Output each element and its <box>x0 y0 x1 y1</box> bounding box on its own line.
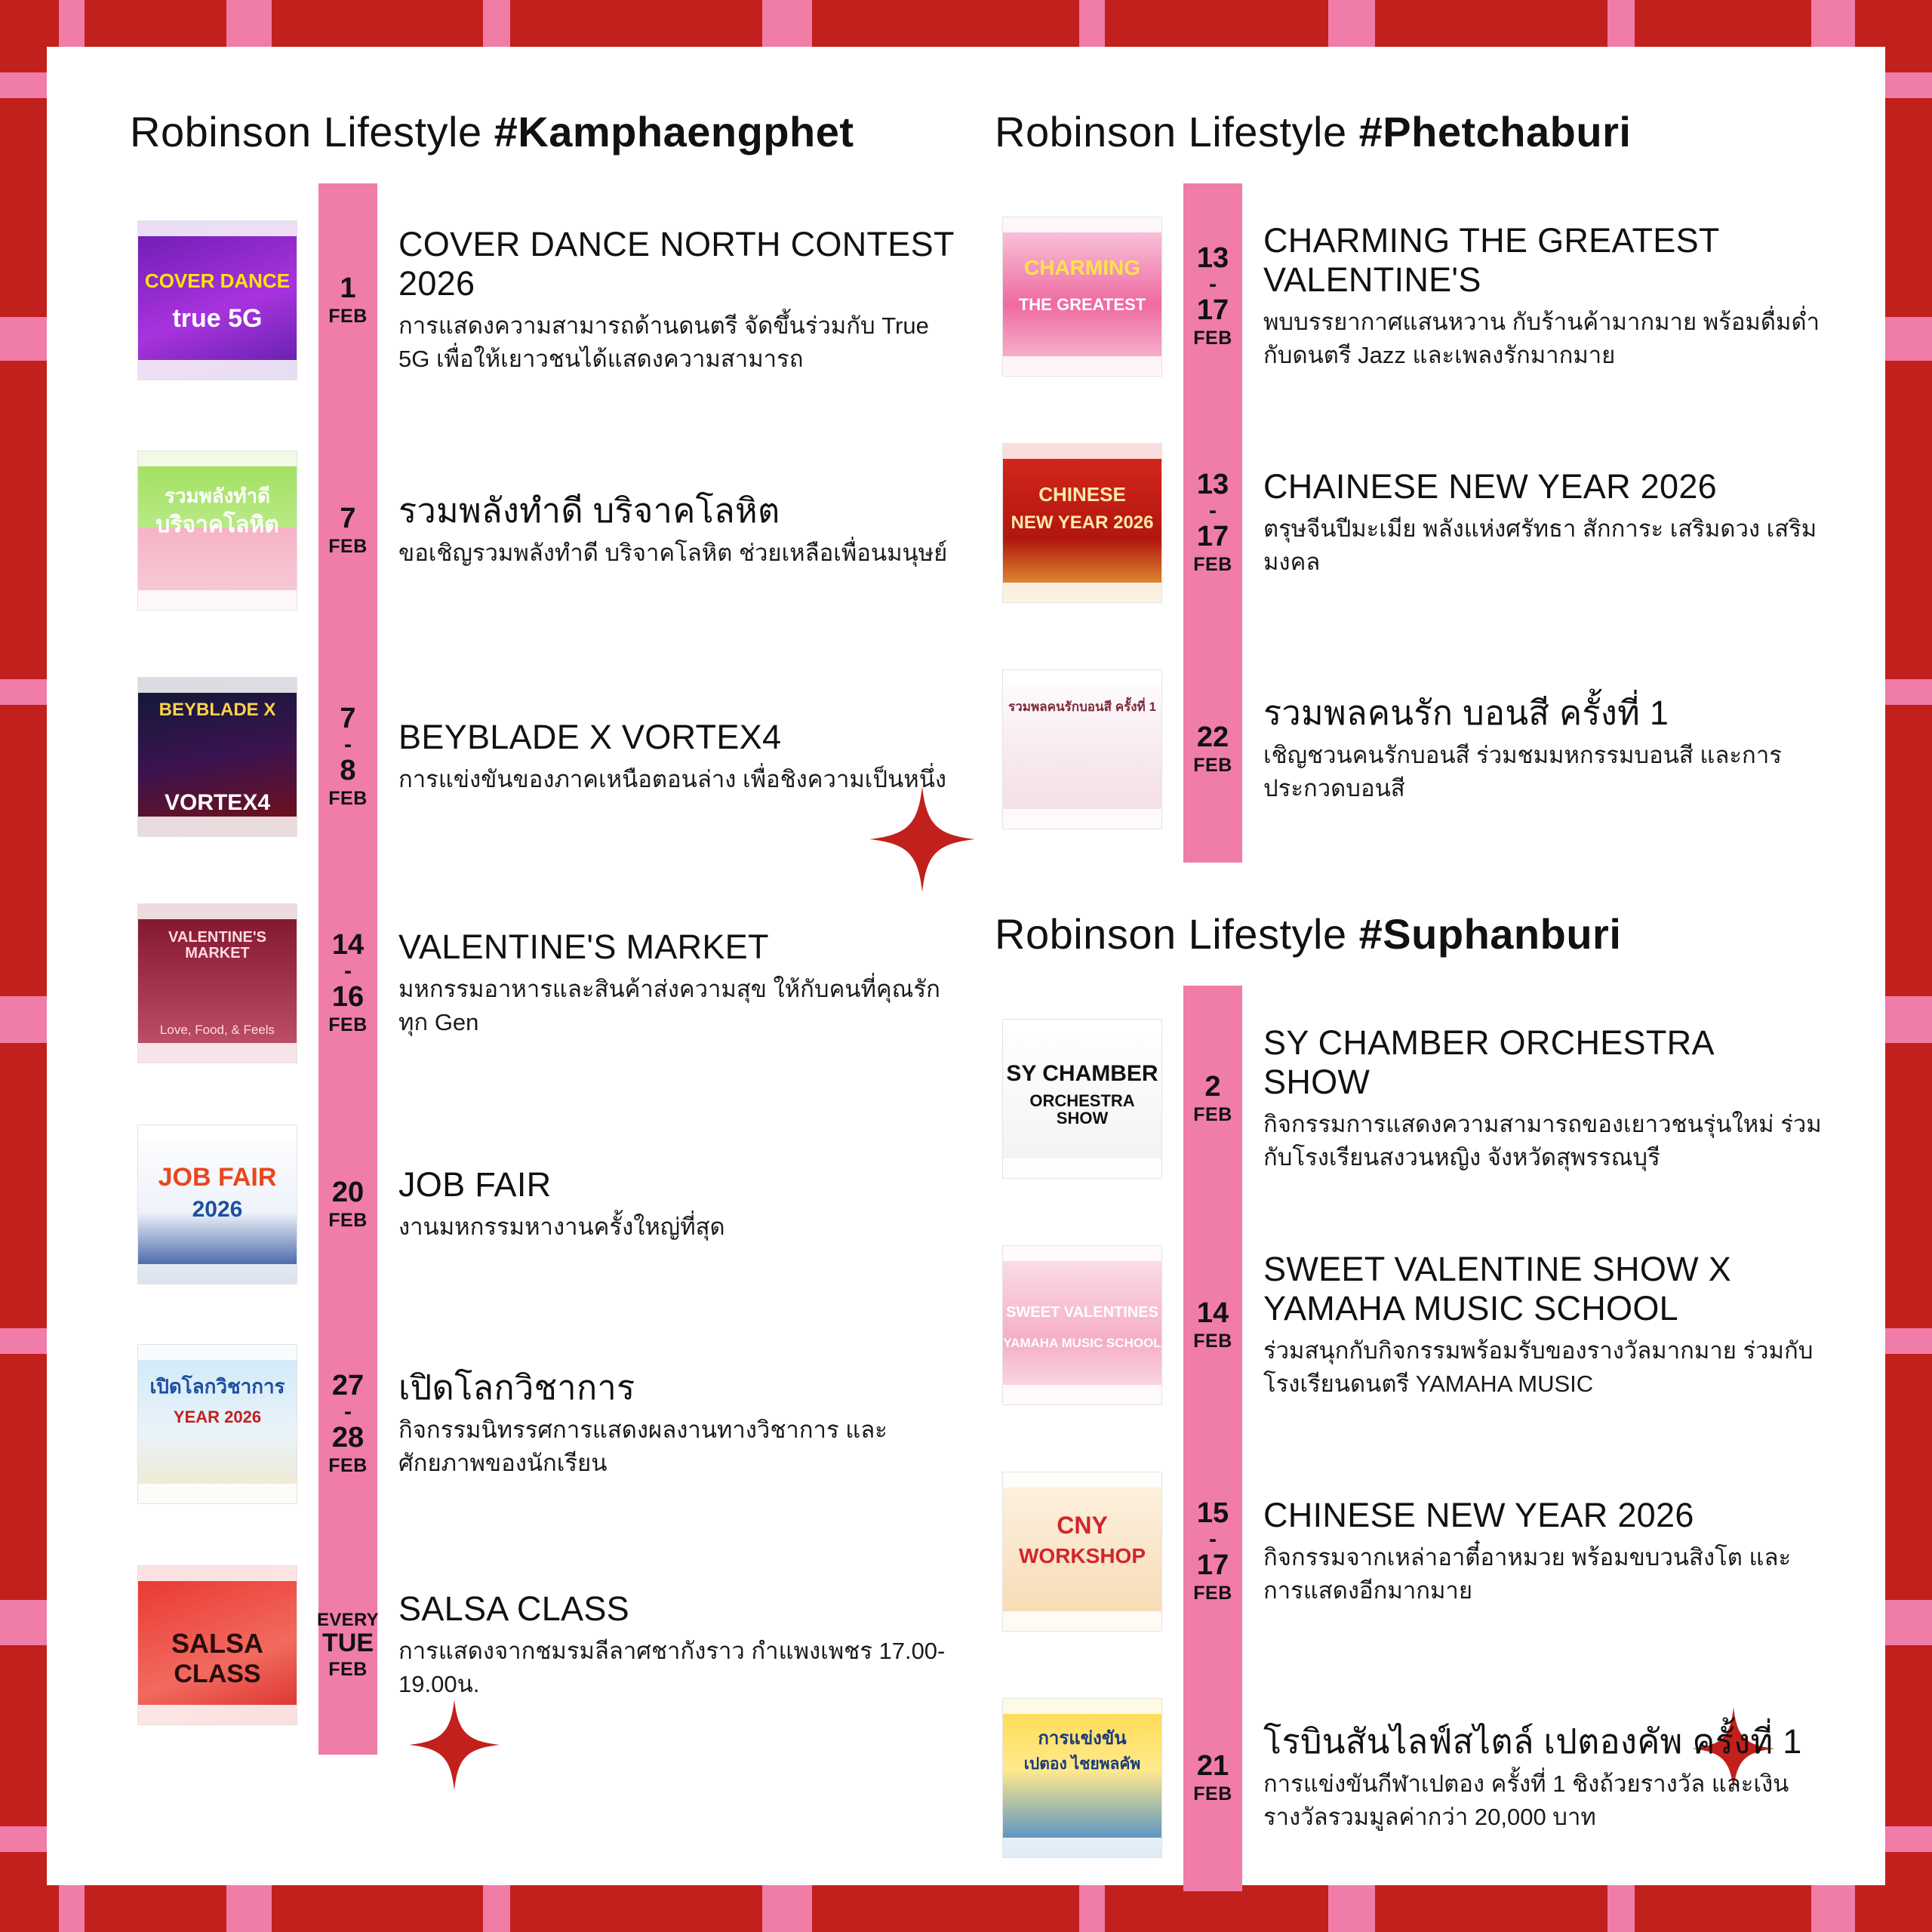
event-date <box>1183 1665 1242 1891</box>
date-month: FEB <box>328 788 368 810</box>
thumb-sublabel: YEAR 2026 <box>173 1407 262 1426</box>
event-text-column <box>1263 986 1828 1891</box>
thumb-label: BEYBLADE X <box>158 700 276 720</box>
date-day-end: 17 <box>1196 1549 1229 1582</box>
event-thumbnail[interactable] <box>995 183 1170 410</box>
date-month: FEB <box>1193 1583 1232 1604</box>
event-date <box>318 1312 377 1536</box>
event-title: เปิดโลกวิชาการ <box>398 1368 635 1407</box>
date-month: FEB <box>328 1659 368 1681</box>
thumb-label: การแข่งขัน <box>1038 1728 1127 1749</box>
event-thumbnail[interactable] <box>995 986 1170 1212</box>
event-item <box>398 183 963 417</box>
thumb-sublabel: Love, Food, & Feels <box>159 1023 275 1038</box>
event-item <box>1263 410 1828 636</box>
date-recurrence: EVERY <box>317 1609 379 1630</box>
event-item <box>398 1536 963 1755</box>
event-date <box>1183 986 1242 1212</box>
date-day: 14 <box>1196 1297 1229 1329</box>
event-thumbnail[interactable] <box>995 1212 1170 1438</box>
content-columns <box>130 107 1828 1891</box>
heading-prefix: Robinson Lifestyle <box>130 108 494 155</box>
date-range-dash: - <box>344 731 352 757</box>
event-date <box>1183 636 1242 863</box>
heading-phetchaburi <box>995 107 1828 156</box>
event-title: CHARMING THE GREATEST VALENTINE'S <box>1263 221 1719 299</box>
thumb-label: COVER DANCE <box>144 269 291 292</box>
event-item <box>1263 986 1828 1212</box>
date-day: 2 <box>1204 1070 1221 1103</box>
event-description: งานมหกรรมหางานครั้งใหญ่ที่สุด <box>398 1213 725 1240</box>
date-range-dash: - <box>344 958 352 983</box>
date-month: FEB <box>1193 1103 1232 1125</box>
event-title: VALENTINE'S MARKET <box>398 928 769 967</box>
event-description: ตรุษจีนปีมะเมีย พลังแห่งศรัทธา สักการะ เสริมดวง เสริมมงคล <box>1263 515 1817 575</box>
event-item <box>398 1097 963 1312</box>
column-kamphaengphet <box>130 107 963 1891</box>
event-item <box>398 644 963 870</box>
date-day: 7 <box>340 502 356 534</box>
event-item <box>1263 1438 1828 1665</box>
event-item <box>1263 1665 1828 1891</box>
column-right <box>995 107 1828 1891</box>
thumb-sublabel: ORCHESTRA SHOW <box>1029 1091 1135 1128</box>
event-date <box>1183 410 1242 636</box>
date-range-dash: - <box>344 1398 352 1424</box>
thumb-label: SY CHAMBER <box>1006 1061 1158 1086</box>
event-description: การแข่งขันกีฬาเปตอง ครั้งที่ 1 ชิงถ้วยรางวัล และเงินรางวัลรวมมูลค่ากว่า 20,000 บาท <box>1263 1770 1789 1830</box>
thumb-label: CHINESE <box>1038 483 1126 506</box>
date-range-dash: - <box>1209 1526 1217 1552</box>
event-thumbnail[interactable] <box>130 183 305 417</box>
event-description: กิจกรรมนิทรรศการแสดงผลงานทางวิชาการ และศักยภาพของนักเรียน <box>398 1416 888 1476</box>
thumb-sublabel: เปตอง ไชยพลคัพ <box>1023 1755 1141 1773</box>
date-month: FEB <box>328 1014 368 1036</box>
date-day-end: 17 <box>1196 521 1229 553</box>
thumb-label: รวมพลคนรักบอนสี ครั้งที่ 1 <box>1008 700 1156 714</box>
thumb-sublabel: WORKSHOP <box>1019 1544 1146 1567</box>
thumb-sublabel: YAMAHA MUSIC SCHOOL <box>1003 1336 1161 1350</box>
event-date <box>1183 1438 1242 1665</box>
event-description: กิจกรรมการแสดงความสามารถของเยาวชนรุ่นใหม่ ร่วมกับโรงเรียนสงวนหญิง จังหวัดสุพรรณบุรี <box>1263 1110 1822 1171</box>
date-day-end: 17 <box>1196 294 1229 327</box>
event-description: ร่วมสนุกกับกิจกรรมพร้อมรับของรางวัลมากมาย ร่วมกับโรงเรียนดนตรี YAMAHA MUSIC <box>1263 1337 1814 1397</box>
thumb-label: SWEET VALENTINES <box>1006 1304 1158 1321</box>
event-description: ขอเชิญรวมพลังทำดี บริจาคโลหิต ช่วยเหลือเพื่อนมนุษย์ <box>398 539 948 566</box>
date-day-start: 14 <box>331 928 365 961</box>
date-month: FEB <box>1193 554 1232 576</box>
poster-card <box>47 47 1885 1885</box>
event-thumbnail[interactable] <box>995 1438 1170 1665</box>
date-range-dash: - <box>1209 271 1217 297</box>
date-month: FEB <box>328 535 368 557</box>
thumbnail-column <box>130 183 305 1755</box>
date-day-start: 13 <box>1196 468 1229 500</box>
event-description: มหกรรมอาหารและสินค้าส่งความสุข ให้กับคนที่คุณรัก ทุก Gen <box>398 975 940 1035</box>
thumb-label: CHARMING <box>1024 256 1140 279</box>
thumb-label: SALSA <box>171 1628 263 1659</box>
event-text-column <box>398 183 963 1755</box>
event-title: รวมพลคนรัก บอนสี ครั้งที่ 1 <box>1263 694 1669 733</box>
event-item <box>398 417 963 644</box>
event-description: เชิญชวนคนรักบอนสี ร่วมชมมหกรรมบอนสี และการประกวดบอนสี <box>1263 741 1782 801</box>
date-rail <box>318 183 377 1755</box>
thumb-sublabel: true 5G <box>172 304 263 333</box>
event-title: COVER DANCE NORTH CONTEST 2026 <box>398 225 954 303</box>
event-title: CHAINESE NEW YEAR 2026 <box>1263 467 1717 506</box>
date-day: 21 <box>1196 1749 1229 1782</box>
date-month: FEB <box>1193 1330 1232 1352</box>
event-list-phetchaburi <box>995 183 1828 863</box>
event-date <box>318 870 377 1097</box>
event-description: การแข่งขันของภาคเหนือตอนล่าง เพื่อชิงความเป็นหนึ่ง <box>398 765 947 792</box>
heading-hashtag: #Phetchaburi <box>1358 108 1632 155</box>
event-description: การแสดงจากชมรมลีลาศชากังราว กำแพงเพชร 17.00-19.00น. <box>398 1637 946 1697</box>
event-thumbnail[interactable] <box>130 1312 305 1536</box>
date-day: 20 <box>331 1176 365 1208</box>
thumb-sublabel: 2026 <box>192 1197 243 1222</box>
thumb-label: เปิดโลกวิชาการ <box>149 1375 285 1398</box>
thumb-label: รวมพลังทำดี <box>164 485 271 507</box>
event-description: กิจกรรมจากเหล่าอาตี๋อาหมวย พร้อมขบวนสิงโต และการแสดงอีกมากมาย <box>1263 1543 1792 1604</box>
thumb-sublabel: CLASS <box>174 1660 261 1688</box>
event-thumbnail[interactable] <box>130 644 305 870</box>
date-month: FEB <box>1193 754 1232 776</box>
event-thumbnail[interactable] <box>130 1097 305 1312</box>
heading-suphanburi <box>995 909 1828 958</box>
heading-prefix: Robinson Lifestyle <box>995 910 1359 958</box>
date-month: FEB <box>328 1209 368 1231</box>
thumb-sublabel: VORTEX4 <box>164 790 271 815</box>
date-day-start: 13 <box>1196 242 1229 274</box>
event-item <box>1263 636 1828 863</box>
thumb-sublabel: บริจาคโลหิต <box>155 512 279 537</box>
date-month: FEB <box>328 305 368 327</box>
date-rail <box>1183 183 1242 863</box>
event-description: พบบรรยากาศแสนหวาน กับร้านค้ามากมาย พร้อมดื่มด่ำกับดนตรี Jazz และเพลงรักมากมาย <box>1263 308 1820 368</box>
date-day-end: 8 <box>340 755 356 787</box>
event-title: JOB FAIR <box>398 1165 552 1204</box>
event-thumbnail[interactable] <box>995 636 1170 863</box>
date-rail <box>1183 986 1242 1891</box>
event-title: CHINESE NEW YEAR 2026 <box>1263 1496 1694 1535</box>
event-title: SWEET VALENTINE SHOW X YAMAHA MUSIC SCHOOL <box>1263 1250 1732 1327</box>
date-month: FEB <box>1193 1783 1232 1804</box>
event-thumbnail[interactable] <box>995 410 1170 636</box>
date-range-dash: - <box>1209 497 1217 523</box>
heading-kamphaengphet <box>130 107 963 156</box>
event-item <box>398 1312 963 1536</box>
event-item <box>398 870 963 1097</box>
thumb-label: CNY <box>1057 1512 1108 1539</box>
heading-prefix: Robinson Lifestyle <box>995 108 1359 155</box>
event-description: การแสดงความสามารถด้านดนตรี จัดขึ้นร่วมกับ True 5G เพื่อให้เยาวชนได้แสดงความสามารถ <box>398 312 929 372</box>
event-date <box>318 1097 377 1312</box>
event-date <box>318 644 377 870</box>
heading-hashtag: #Kamphaengphet <box>494 108 854 155</box>
event-date <box>318 183 377 417</box>
date-day: 22 <box>1196 721 1229 753</box>
event-title: BEYBLADE X VORTEX4 <box>398 718 782 757</box>
event-title: SY CHAMBER ORCHESTRA SHOW <box>1263 1023 1713 1101</box>
event-list-suphanburi <box>995 986 1828 1891</box>
date-month: FEB <box>328 1455 368 1477</box>
event-thumbnail[interactable] <box>130 417 305 644</box>
date-day-start: 27 <box>331 1369 365 1401</box>
event-list-kamphaengphet <box>130 183 963 1755</box>
event-thumbnail[interactable] <box>130 870 305 1097</box>
event-thumbnail[interactable] <box>995 1665 1170 1891</box>
event-item <box>1263 183 1828 410</box>
event-date <box>1183 1212 1242 1438</box>
thumb-label: JOB FAIR <box>158 1163 277 1192</box>
date-month: FEB <box>1193 328 1232 349</box>
date-weekday: TUE <box>322 1629 374 1658</box>
date-day-start: 7 <box>340 702 356 734</box>
event-date <box>318 417 377 644</box>
event-item <box>1263 1212 1828 1438</box>
thumb-sublabel: NEW YEAR 2026 <box>1011 512 1154 533</box>
event-title: SALSA CLASS <box>398 1589 629 1629</box>
thumbnail-column <box>995 183 1170 863</box>
date-day-end: 28 <box>331 1422 365 1454</box>
thumb-sublabel: THE GREATEST <box>1018 295 1146 314</box>
event-date <box>318 1536 377 1755</box>
heading-hashtag: #Suphanburi <box>1358 910 1622 958</box>
thumbnail-column <box>995 986 1170 1891</box>
event-text-column <box>1263 183 1828 863</box>
event-title: รวมพลังทำดี บริจาคโลหิต <box>398 491 780 531</box>
event-title: โรบินสันไลฟ์สไตล์ เปตองคัพ ครั้งที่ 1 <box>1263 1722 1802 1761</box>
date-day: 1 <box>340 272 356 304</box>
event-date <box>1183 183 1242 410</box>
event-thumbnail[interactable] <box>130 1536 305 1755</box>
date-day-end: 16 <box>331 981 365 1014</box>
date-day-start: 15 <box>1196 1497 1229 1529</box>
thumb-label: VALENTINE'S MARKET <box>168 929 266 961</box>
